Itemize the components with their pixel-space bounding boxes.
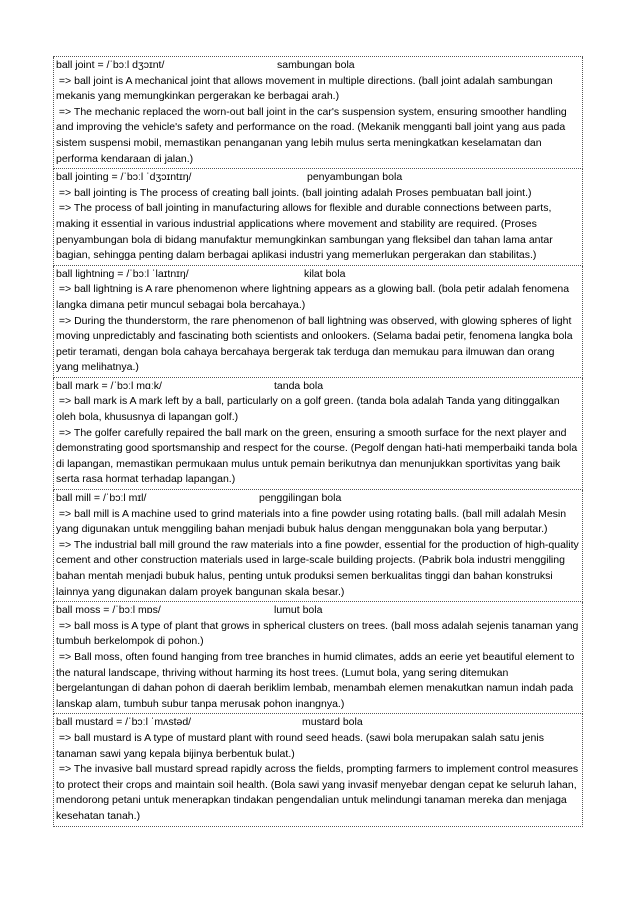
entry-translation: mustard bola	[302, 716, 363, 729]
entry-header	[56, 170, 580, 186]
entry-header	[56, 715, 580, 731]
entry-definition: => ball moss is A type of plant that grows in spherical clusters on trees. (ball moss adalah sejenis tanaman yang tumbuh berkelompok di pohon.)	[56, 619, 582, 648]
entry-term: ball mark = /ˈbɔːl mɑːk/	[56, 379, 162, 392]
entry-definition: => ball joint is A mechanical joint that allows movement in multiple directions. (ball joint adalah sambungan mekanis yang memungkinkan pergerakan ke berbagai arah.)	[56, 74, 556, 103]
entry-translation: kilat bola	[304, 267, 346, 280]
entry-example: => The process of ball jointing in manufacturing allows for flexible and durable connections between parts, making it essential in various industrial applications where movement and stability are required. (Proses penyambungan bola di bidang manufaktur memungkinkan sambungan yang fleksibel dan tahan lama antar bagian, sehingga penting dalam berbagai aplikasi industri yang memerlukan pergerakan dan stabilitas.)	[56, 202, 556, 262]
entry-example: => Ball moss, often found hanging from tree branches in humid climates, adds an eerie yet beautiful element to the natural landscape, thriving without harming its host trees. (Lumut bola, yang sering ditemukan bergelantungan di dahan pohon di daerah beriklim lembab, menambah elemen menakutkan namun indah pada lanskap alam, tumbuh subur tanpa merusak pohon inangnya.)	[56, 650, 578, 710]
entry-definition: => ball lightning is A rare phenomenon where lightning appears as a glowing ball. (bola petir adalah fenomena langka dimana petir muncul sebagai bola bercahaya.)	[56, 283, 573, 311]
entry-term: ball mill = /ˈbɔːl mɪl/	[56, 492, 147, 505]
entry-translation: sambungan bola	[277, 59, 355, 71]
entry-example: => The mechanic replaced the worn-out ball joint in the car's suspension system, ensuring smoother handling and improving the vehicle's safety and performance on the road. (Mekanik mengganti ball joint yang aus pada sistem suspensi mobil, memastikan penanganan yang lebih mulus serta meningkatkan keselamatan dan performa kendaraan di jalan.)	[56, 105, 570, 165]
entry-ball-mill	[53, 490, 583, 602]
entry-translation: penyambungan bola	[307, 171, 403, 184]
entry-header	[56, 379, 580, 395]
entry-header	[56, 58, 580, 74]
entry-example: => During the thunderstorm, the rare phenomenon of ball lightning was observed, with glowing spheres of light moving unpredictably and fascinating both scientists and onlookers. (Selama badai petir, fenomena langka bola petir teramati, dengan bola cahaya bercahaya bergerak tak terduga dan memukau para ilmuwan dan orang yang melihatnya.)	[56, 314, 576, 374]
entry-ball-mustard	[53, 714, 583, 826]
glossary-sheet	[53, 56, 583, 827]
entry-example: => The invasive ball mustard spread rapidly across the fields, prompting farmers to implement control measures to protect their crops and maintain soil health. (Bola sawi yang invasif menyebar dengan cepat ke seluruh lahan, mendorong petani untuk menerapkan tindakan pengendalian untuk melindungi tanaman mereka dan menjaga kesehatan tanah.)	[56, 763, 582, 822]
entry-ball-moss	[53, 602, 583, 714]
entry-term: ball moss = /ˈbɔːl mɒs/	[56, 604, 161, 617]
entry-ball-joint	[53, 57, 583, 169]
entry-ball-mark	[53, 378, 583, 490]
entry-header	[56, 267, 580, 283]
entry-definition: => ball mill is A machine used to grind materials into a fine powder using rotating balls. (ball mill adalah Mesin yang digunakan untuk menggiling bahan menjadi bubuk halus dengan menggunakan bola yang berputar.)	[56, 507, 570, 536]
entry-example: => The golfer carefully repaired the ball mark on the green, ensuring a smooth surface for the next player and demonstrating good sportsmanship and respect for the course. (Pegolf dengan hati-hati memperbaiki tanda bola di lapangan, memastikan permukaan mulus untuk pemain berikutnya dan menunjukkan sportivitas yang baik serta rasa hormat terhadap lapangan.)	[56, 426, 581, 486]
entry-ball-lightning	[53, 266, 583, 378]
entry-definition: => ball jointing is The process of creating ball joints. (ball jointing adalah Proses pembuatan ball joint.)	[56, 186, 532, 199]
entry-example: => The industrial ball mill ground the raw materials into a fine powder, essential for the production of high-quality cement and other construction materials used in large-scale building projects. (Pabrik bola industri menggiling bahan mentah menjadi bubuk halus, penting untuk produksi semen berkualitas tinggi dan bahan konstruksi lainnya yang digunakan dalam proyek bangunan skala besar.)	[56, 538, 582, 598]
entry-term: ball joint = /ˈbɔːl dʒɔɪnt/	[56, 59, 165, 71]
entry-definition: => ball mark is A mark left by a ball, particularly on a golf green. (tanda bola adalah Tanda yang ditinggalkan oleh bola, khususnya di lapangan golf.)	[56, 395, 563, 424]
entry-definition: => ball mustard is A type of mustard plant with round seed heads. (sawi bola merupakan salah satu jenis tanaman sawi yang kepala bijinya berbentuk bulat.)	[56, 731, 547, 760]
entry-translation: lumut bola	[274, 604, 323, 617]
entry-header	[56, 491, 580, 507]
entry-term: ball mustard = /ˈbɔːl ˈmʌstəd/	[56, 716, 192, 729]
entry-translation: penggilingan bola	[259, 492, 342, 505]
entry-term: ball lightning = /ˈbɔːl ˈlaɪtnɪŋ/	[56, 267, 189, 280]
entry-header	[56, 603, 580, 619]
entry-translation: tanda bola	[274, 379, 324, 392]
entry-ball-jointing	[53, 169, 583, 266]
entry-term: ball jointing = /ˈbɔːl ˈdʒɔɪntɪŋ/	[56, 171, 192, 184]
